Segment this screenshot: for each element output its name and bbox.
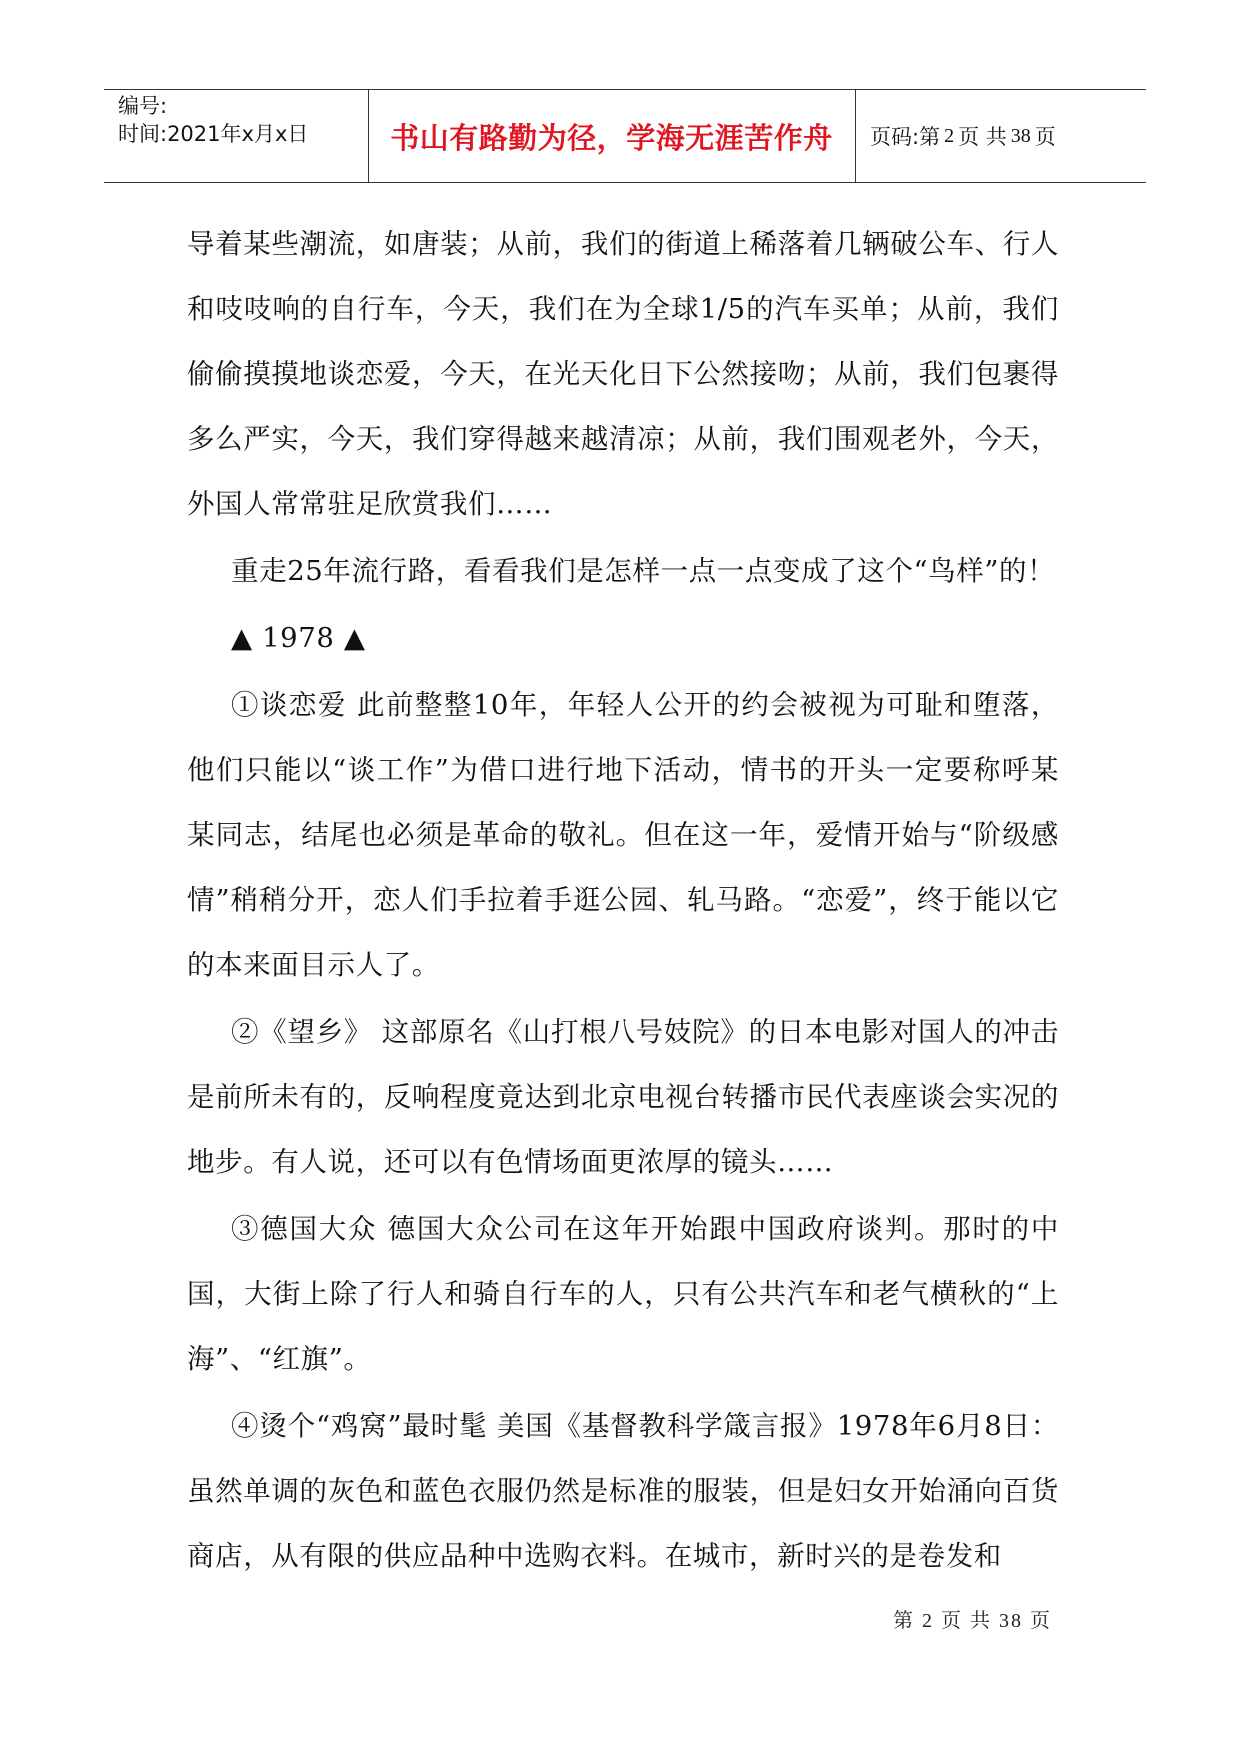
paragraph-intro-continued: 导着某些潮流，如唐装；从前，我们的街道上稀落着几辆破公车、行人和吱吱响的自行车，今天，我们在为全球1/5的汽车买单；从前，我们偷偷摸摸地谈恋爱，今天，在光天化日下公然接吻；从前，我们包裹得多么严实，今天，我们穿得越来越清凉；从前，我们围观老外，今天，外国人常常驻足欣赏我们…… [187,228,1059,520]
page-header [104,89,1146,183]
paragraph-item-2: ②《望乡》 这部原名《山打根八号妓院》的日本电影对国人的冲击是前所未有的，反响程度竟达到北京电视台转播市民代表座谈会实况的地步。有人说，还可以有色情场面更浓厚的镜头…… [187,1016,1059,1178]
document-date: 时间:2021年x月x日 [118,122,309,146]
document-body [187,212,1059,1591]
header-motto: 书山有路勤为径，学海无涯苦作舟 [390,120,833,155]
paragraph-item-3: ③德国大众 德国大众公司在这年开始跟中国政府谈判。那时的中国，大街上除了行人和骑自行车的人，只有公共汽车和老气横秋的“上海”、“红旗”。 [187,1213,1059,1375]
section-year-heading: ▲ 1978 ▲ [231,622,366,654]
page-number: 2 [944,124,955,147]
paragraph-lead: 重走25年流行路，看看我们是怎样一点一点变成了这个“鸟样”的！ [231,555,1056,587]
page-prefix: 页码:第 [870,125,941,149]
document-number-label: 编号: [118,94,168,118]
header-meta [118,92,308,148]
paragraph-item-4: ④烫个“鸡窝”最时髦 美国《基督教科学箴言报》1978年6月8日：虽然单调的灰色和蓝色衣服仍然是标准的服装，但是妇女开始涌向百货商店，从有限的供应品种中选购衣料。在城市，新时兴的是卷发和 [187,1410,1059,1572]
page-total: 38 [1010,124,1031,147]
paragraph-item-1: ①谈恋爱 此前整整10年，年轻人公开的约会被视为可耻和堕落，他们只能以“谈工作”为借口进行地下活动，情书的开头一定要称呼某某同志，结尾也必须是革命的敬礼。但在这一年，爱情开始与“阶级感情”稍稍分开，恋人们手拉着手逛公园、轧马路。“恋爱”，终于能以它的本来面目示人了。 [187,689,1059,981]
header-divider-right [855,90,856,182]
page-suffix: 页 [1034,125,1056,149]
page-footer: 第 2 页 共 38 页 [893,1610,1052,1632]
header-page-indicator [870,90,1056,182]
page-mid: 页 共 [958,125,1007,149]
